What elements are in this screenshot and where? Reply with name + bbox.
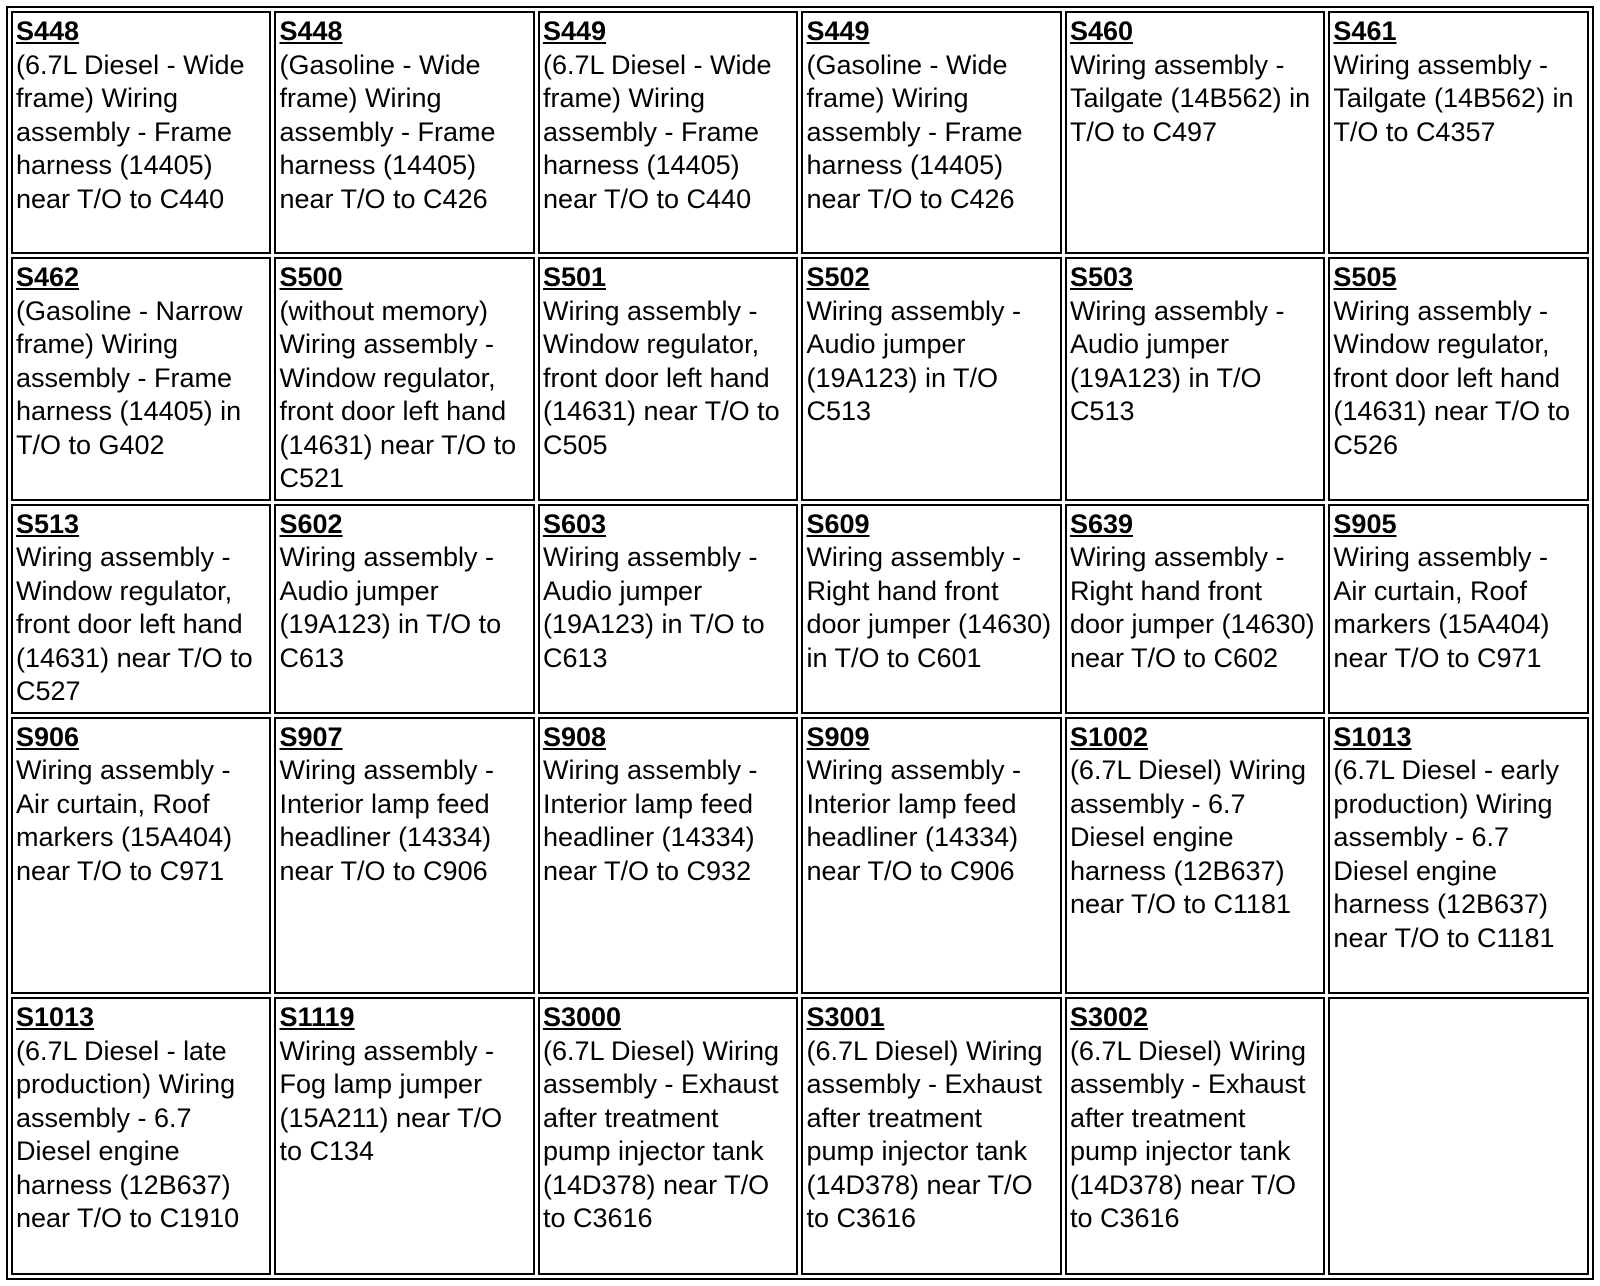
table-cell — [801, 997, 1061, 1275]
splice-description: Wiring assembly - Right hand front door jumper (14630) in T/O to C601 — [806, 542, 1052, 673]
splice-description: Wiring assembly - Fog lamp jumper (15A211) near T/O to C134 — [279, 1035, 503, 1167]
splice-description: (6.7L Diesel) Wiring assembly - Exhaust after treatment pump injector tank (14D378) near T/O to C3616 — [806, 1035, 1043, 1234]
table-cell — [1328, 257, 1589, 501]
splice-description: (Gasoline - Narrow frame) Wiring assembly - Frame harness (14405) in T/O to G402 — [16, 295, 243, 460]
splice-id: S1002 — [1069, 721, 1149, 752]
table-cell — [1065, 257, 1325, 501]
splice-id: S602 — [279, 508, 343, 539]
splice-id: S609 — [806, 508, 870, 539]
table-cell — [538, 717, 798, 995]
table-cell — [11, 504, 271, 714]
table-cell — [274, 257, 534, 501]
table-cell — [1328, 717, 1589, 995]
splice-description: (6.7L Diesel - Wide frame) Wiring assembly - Frame harness (14405) near T/O to C440 — [16, 49, 245, 214]
table-cell — [538, 257, 798, 501]
splice-location-table — [6, 6, 1594, 1280]
table-row — [11, 11, 1589, 254]
splice-id: S906 — [16, 721, 80, 752]
table-cell — [274, 717, 534, 995]
splice-description: (Gasoline - Wide frame) Wiring assembly - Frame harness (14405) near T/O to C426 — [279, 49, 496, 214]
splice-id: S502 — [806, 262, 870, 293]
splice-id: S449 — [542, 16, 607, 46]
splice-description: (without memory) Wiring assembly - Window regulator, front door left hand (14631) near T/O to C521 — [279, 295, 517, 494]
table-cell — [1065, 997, 1325, 1275]
table-cell — [538, 11, 798, 254]
splice-id: S513 — [16, 508, 80, 539]
splice-description: (6.7L Diesel - Wide frame) Wiring assembly - Frame harness (14405) near T/O to C440 — [542, 49, 772, 214]
table-cell — [1065, 504, 1325, 714]
table-cell — [801, 11, 1061, 254]
splice-description: Wiring assembly - Tailgate (14B562) in T/O to C4357 — [1333, 49, 1574, 147]
table-cell — [801, 257, 1061, 501]
splice-id: S1119 — [279, 1002, 355, 1033]
table-row — [11, 997, 1589, 1275]
splice-id: S905 — [1333, 508, 1397, 539]
splice-description: Wiring assembly - Interior lamp feed headliner (14334) near T/O to C906 — [806, 755, 1021, 886]
splice-description: (6.7L Diesel) Wiring assembly - Exhaust after treatment pump injector tank (14D378) near T/O to C3616 — [542, 1035, 780, 1234]
splice-id: S3001 — [806, 1002, 885, 1033]
splice-description: (Gasoline - Wide frame) Wiring assembly - Frame harness (14405) near T/O to C426 — [806, 49, 1023, 214]
splice-id: S448 — [279, 16, 343, 46]
splice-description: Wiring assembly - Air curtain, Roof markers (15A404) near T/O to C971 — [1333, 542, 1550, 673]
table-cell-empty — [1328, 997, 1589, 1275]
table-cell — [1328, 11, 1589, 254]
splice-id: S909 — [806, 721, 870, 752]
splice-description: (6.7L Diesel) Wiring assembly - 6.7 Diesel engine harness (12B637) near T/O to C1181 — [1069, 755, 1307, 920]
splice-id: S603 — [542, 508, 607, 539]
splice-description: Wiring assembly - Air curtain, Roof markers (15A404) near T/O to C971 — [16, 755, 233, 886]
table-cell — [11, 11, 271, 254]
table-cell — [801, 504, 1061, 714]
table-cell — [274, 997, 534, 1275]
splice-description: Wiring assembly - Tailgate (14B562) in T/O to C497 — [1069, 49, 1311, 147]
splice-description: Wiring assembly - Audio jumper (19A123) in T/O to C613 — [279, 542, 502, 673]
table-cell — [11, 997, 271, 1275]
splice-description: Wiring assembly - Audio jumper (19A123) in T/O C513 — [806, 295, 1021, 427]
splice-id: S449 — [806, 16, 870, 46]
splice-id: S448 — [16, 16, 80, 46]
table-cell — [11, 717, 271, 995]
table-cell — [538, 504, 798, 714]
splice-id: S908 — [542, 721, 607, 752]
splice-description: Wiring assembly - Window regulator, front door left hand (14631) near T/O to C505 — [542, 295, 780, 460]
splice-description: Wiring assembly - Interior lamp feed headliner (14334) near T/O to C932 — [542, 755, 758, 886]
splice-description: (6.7L Diesel - late production) Wiring assembly - 6.7 Diesel engine harness (12B637) near T/O to C1910 — [16, 1035, 240, 1234]
splice-id: S461 — [1333, 16, 1397, 46]
splice-id: S500 — [279, 262, 343, 293]
splice-id: S462 — [16, 262, 80, 293]
splice-id: S505 — [1333, 262, 1397, 293]
splice-description: Wiring assembly - Right hand front door jumper (14630) near T/O to C602 — [1069, 542, 1315, 673]
splice-id: S639 — [1069, 508, 1133, 539]
splice-description: Wiring assembly - Window regulator, front door left hand (14631) near T/O to C527 — [16, 542, 253, 707]
table-cell — [801, 717, 1061, 995]
table-cell — [274, 11, 534, 254]
splice-id: S460 — [1069, 16, 1133, 46]
splice-description: (6.7L Diesel) Wiring assembly - Exhaust after treatment pump injector tank (14D378) near T/O to C3616 — [1069, 1035, 1307, 1234]
table-row — [11, 717, 1589, 995]
splice-id: S503 — [1069, 262, 1133, 293]
splice-id: S1013 — [16, 1002, 95, 1033]
splice-id: S1013 — [1333, 721, 1412, 752]
table-cell — [1065, 717, 1325, 995]
splice-id: S3000 — [542, 1002, 622, 1033]
splice-description: (6.7L Diesel - early production) Wiring assembly - 6.7 Diesel engine harness (12B637) near T/O to C1181 — [1333, 755, 1560, 953]
table-cell — [274, 504, 534, 714]
table-row — [11, 257, 1589, 501]
splice-description: Wiring assembly - Interior lamp feed headliner (14334) near T/O to C906 — [279, 755, 495, 886]
splice-description: Wiring assembly - Audio jumper (19A123) in T/O C513 — [1069, 295, 1285, 427]
splice-description: Wiring assembly - Audio jumper (19A123) in T/O to C613 — [542, 542, 765, 673]
table-cell — [1328, 504, 1589, 714]
table-cell — [11, 257, 271, 501]
table-cell — [1065, 11, 1325, 254]
splice-id: S501 — [542, 262, 607, 293]
splice-id: S907 — [279, 721, 343, 752]
table-row — [11, 504, 1589, 714]
splice-description: Wiring assembly - Window regulator, front door left hand (14631) near T/O to C526 — [1333, 295, 1571, 460]
splice-id: S3002 — [1069, 1002, 1149, 1033]
table-cell — [538, 997, 798, 1275]
